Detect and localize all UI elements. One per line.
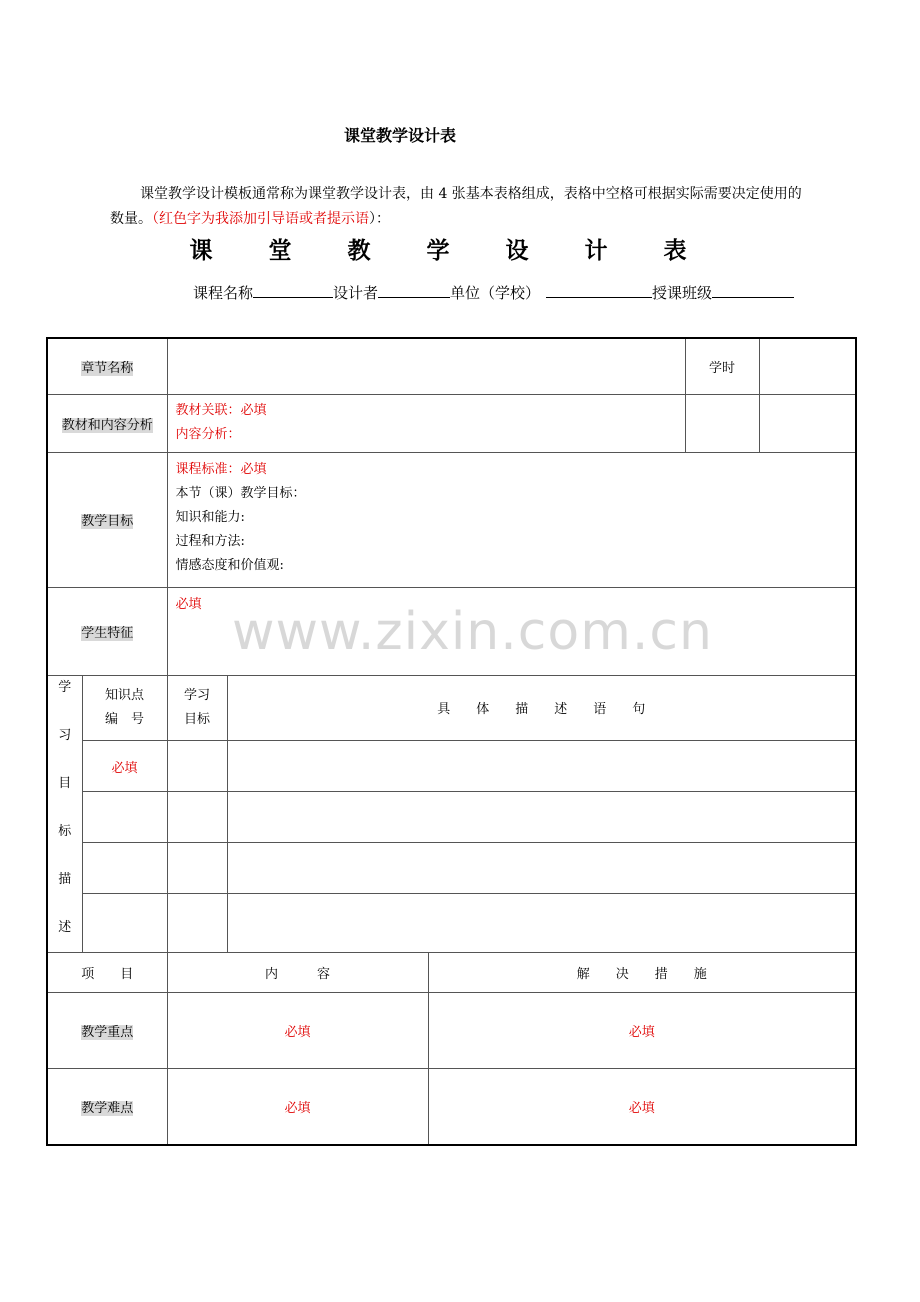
specific-description-header: 具 体 描 述 语 句 xyxy=(227,675,856,741)
key-points-solution[interactable]: 必填 xyxy=(428,992,856,1068)
unit-field[interactable] xyxy=(546,281,652,298)
lesson-design-table xyxy=(46,337,857,1146)
difficult-points-content[interactable]: 必填 xyxy=(167,1068,428,1145)
hours-cell[interactable] xyxy=(759,338,856,394)
study-goal-header: 学习 目标 xyxy=(167,675,227,741)
goal-description-vertical-label xyxy=(47,675,82,952)
kp-number-cell[interactable] xyxy=(82,843,167,894)
description-cell[interactable] xyxy=(227,843,856,894)
emotion-values-text: 情感态度和价值观: xyxy=(175,557,284,573)
teaching-goals-label: 教学目标 xyxy=(47,452,167,587)
material-extra-cell-2[interactable] xyxy=(759,394,856,452)
form-title: 课 堂 教 学 设 计 表 xyxy=(189,237,711,264)
designer-label: 设计者 xyxy=(333,284,379,302)
difficult-points-label: 教学难点 xyxy=(47,1068,167,1145)
intro-paren-close: ）： xyxy=(369,211,390,227)
course-name-field[interactable] xyxy=(253,281,333,298)
kp-number-cell[interactable] xyxy=(82,894,167,952)
content-analysis-text: 内容分析： xyxy=(175,426,241,442)
key-points-label: 教学重点 xyxy=(47,992,167,1068)
process-method-text: 过程和方法: xyxy=(175,533,245,549)
intro-paragraph xyxy=(110,182,815,232)
designer-field[interactable] xyxy=(378,281,450,298)
material-analysis-label: 教材和内容分析 xyxy=(47,394,167,452)
student-traits-required: 必填 xyxy=(175,596,202,612)
content-header: 内 容 xyxy=(167,952,428,992)
material-analysis-cell[interactable] xyxy=(167,394,685,452)
lesson-goals-text: 本节（课）教学目标： xyxy=(175,485,306,501)
unit-label: 单位（学校） xyxy=(450,284,541,302)
watermark: www.zixin.com.cn xyxy=(232,602,713,662)
teaching-goals-cell[interactable] xyxy=(167,452,856,587)
header-fields xyxy=(193,281,794,303)
kp-number-header: 知识点 编 号 xyxy=(82,675,167,741)
vlabel-char: 描 xyxy=(58,871,72,887)
description-cell[interactable] xyxy=(227,894,856,952)
material-link-text: 教材关联：必填 xyxy=(175,402,267,418)
study-goal-cell[interactable] xyxy=(167,741,227,792)
vlabel-char: 述 xyxy=(58,919,72,935)
document-title: 课堂教学设计表 xyxy=(343,126,456,145)
key-points-content[interactable]: 必填 xyxy=(167,992,428,1068)
intro-paren-open: （ xyxy=(152,211,159,227)
course-name-label: 课程名称 xyxy=(193,284,254,302)
item-header: 项 目 xyxy=(47,952,167,992)
vlabel-char: 习 xyxy=(58,727,72,743)
class-label: 授课班级 xyxy=(652,284,713,302)
intro-red-note: 红色字为我添加引导语或者提示语 xyxy=(159,211,369,227)
study-goal-cell[interactable] xyxy=(167,792,227,843)
study-goal-cell[interactable] xyxy=(167,843,227,894)
vlabel-char: 标 xyxy=(58,823,72,839)
curriculum-standard-text: 课程标准：必填 xyxy=(175,461,267,477)
class-field[interactable] xyxy=(712,281,794,298)
chapter-name-cell[interactable] xyxy=(167,338,685,394)
vlabel-char: 学 xyxy=(58,679,72,695)
solution-header: 解 决 措 施 xyxy=(428,952,856,992)
study-goal-cell[interactable] xyxy=(167,894,227,952)
hours-label: 学时 xyxy=(685,338,759,394)
student-traits-cell[interactable] xyxy=(167,587,856,675)
kp-number-required[interactable]: 必填 xyxy=(82,741,167,792)
intro-text: 课堂教学设计模板通常称为课堂教学设计表，由 4 张基本表格组成，表格中空格可根据实际需要决定使用的数量。 xyxy=(110,186,802,227)
description-cell[interactable] xyxy=(227,792,856,843)
material-extra-cell-1[interactable] xyxy=(685,394,759,452)
kp-number-cell[interactable] xyxy=(82,792,167,843)
difficult-points-solution[interactable]: 必填 xyxy=(428,1068,856,1145)
student-traits-label: 学生特征 xyxy=(47,587,167,675)
vlabel-char: 目 xyxy=(58,775,72,791)
description-cell[interactable] xyxy=(227,741,856,792)
knowledge-ability-text: 知识和能力: xyxy=(175,509,245,525)
chapter-name-label: 章节名称 xyxy=(47,338,167,394)
